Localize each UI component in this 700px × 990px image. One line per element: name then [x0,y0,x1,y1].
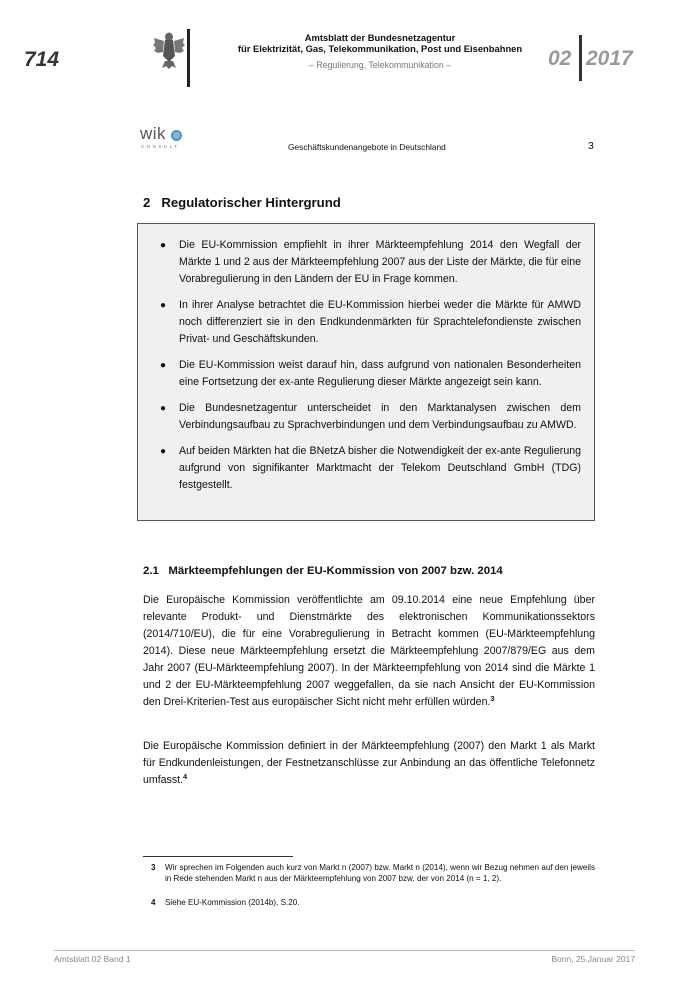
journal-title-line1: Amtsblatt der Bundesnetzagentur [304,32,456,43]
footer-left: Amtsblatt 02 Band 1 [54,954,131,964]
body-paragraph-1 [143,592,595,711]
page-number: 714 [24,48,60,71]
footnote-number: 4 [151,898,156,907]
footnote-text: Siehe EU-Kommission (2014b), S.20. [165,898,300,907]
footnote-divider [143,856,293,857]
footnote-ref[interactable]: 3 [490,694,495,703]
bullet-icon: ● [160,300,167,311]
subsection-heading: 2.1 Märkteempfehlungen der EU-Kommission von 2007 bzw. 2014 [143,565,503,577]
header-divider [187,29,190,87]
logo-text: wik [140,124,167,143]
bullet-item [138,357,594,391]
bullet-icon: ● [160,446,167,457]
bullet-item [138,443,594,494]
bullet-text: Die EU-Kommission weist darauf hin, dass aufgrund von nationalen Besonderheiten eine Fortsetzung der ex-ante Regulierung dieser Märkte angezeigt sein kann. [179,359,581,388]
logo-dot-icon [173,132,180,139]
wik-consult-logo [140,124,200,154]
section-heading: 2 Regulatorischer Hintergrund [143,195,341,210]
summary-bullet-list [138,237,594,503]
footnote-text: Wir sprechen im Folgenden auch kurz von Markt n (2007) bzw. Markt n (2014), wenn wir Bezug nehmen auf den jeweils in Rede stehenden Markt n aus der Märkteempfehlung von 2007 bzw. der von 2014 (n = 1, 2). [165,863,595,883]
body-paragraph-2 [143,738,595,789]
paragraph-text: Die Europäische Kommission veröffentlichte am 09.10.2014 eine neue Empfehlung über relevante Produkt- und Dienstmärkte des elektronischen Kommunikationssektors (2014/710/EU), die für eine Vorabregulierung in Betracht kommen (EU-Märkteempfehlung 2014). Diese neue Märkteempfehlung ersetzt die Märkteempfehlung 2007/879/EG aus dem Jahr 2007 (EU-Märkteempfehlung 2007). In der Märkteempfehlung von 2014 sind die Märkte 1 und 2 der EU-Märkteempfehlung 2007 weggefallen, da sie nach Ansicht der EU-Kommission den Drei-Kriterien-Test aus europäischer Sicht nicht mehr erfüllen würden. [143,594,595,708]
journal-subtitle: – Regulierung, Telekommunikation – [308,60,452,70]
footnote [143,897,595,908]
federal-eagle-icon [152,30,186,70]
bullet-icon: ● [160,403,167,414]
bullet-text: Die Bundesnetzagentur unterscheidet in den Marktanalysen zwischen dem Verbindungsaufbau zu Sprachverbindungen und dem Verbindungsaufbau zu AMWD. [179,402,581,431]
footer-divider [54,950,635,951]
footnote-ref[interactable]: 4 [183,772,188,781]
issue-number: 02 [548,47,572,70]
summary-box [137,223,595,521]
footnote [143,862,595,884]
issue-divider [579,35,582,81]
logo-subtext: CONSULT [141,144,180,149]
journal-title-line2: für Elektrizität, Gas, Telekommunikation, Post und Eisenbahnen [237,43,523,54]
footnote-number: 3 [151,863,156,872]
document-page-number: 3 [588,140,594,152]
bullet-icon: ● [160,240,167,251]
bullet-item [138,400,594,434]
bullet-item [138,297,594,348]
bullet-text: Die EU-Kommission empfiehlt in ihrer Märkteempfehlung 2014 den Wegfall der Märkte 1 und 2 aus der Märkteempfehlung 2007 aus der Liste der Märkte, die für eine Vorabregulierung in den Ländern der EU in Frage kommen. [179,239,581,285]
running-title: Geschäftskundenangebote in Deutschland [288,142,446,152]
bullet-item [138,237,594,288]
bullet-text: In ihrer Analyse betrachtet die EU-Kommission hierbei weder die Märkte für AMWD noch differenziert sie in den Endkundenmärkten für Sprachtelefondienste zwischen Privat- und Geschäftskunden. [179,299,581,345]
paragraph-text: Die Europäische Kommission definiert in der Märkteempfehlung (2007) den Markt 1 als Markt für Endkundenleistungen, der Festnetzanschlüsse zur Anbindung an das öffentliche Telefonnetz umfasst. [143,740,595,786]
issue-year: 2017 [586,47,633,70]
bullet-icon: ● [160,360,167,371]
bullet-text: Auf beiden Märkten hat die BNetzA bisher die Notwendigkeit der ex-ante Regulierung aufgrund von signifikanter Marktmacht der Telekom Deutschland GmbH (TDG) festgestellt. [179,445,581,491]
footer-right: Bonn, 25.Januar 2017 [551,954,635,964]
